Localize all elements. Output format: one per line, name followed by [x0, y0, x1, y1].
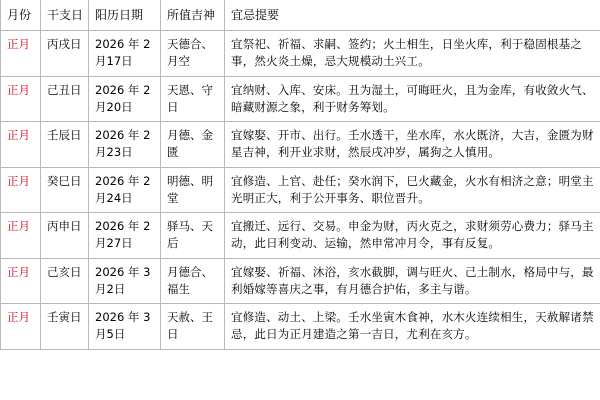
month-label-red: 正月: [7, 264, 30, 279]
cell-gregorian: 2026 年 2 月17日: [89, 31, 161, 77]
cell-gregorian: 2026 年 2 月23日: [89, 122, 161, 168]
cell-auspicious-deity: 天赦、王日: [161, 304, 225, 350]
cell-gregorian: 2026 年 3 月2日: [89, 258, 161, 304]
cell-summary: 宜纳财、入库、安床。丑为湿土，可晦旺火，且为金库，有收敛火气、暗藏财源之象，利于财务筹划。: [225, 76, 600, 122]
cell-ganzhi: 丙申日: [41, 213, 89, 259]
cell-summary: 宜祭祀、祈福、求嗣、签约；火土相生，日坐火库，利于稳固根基之事，然火炎土燥，忌大规模动土兴工。: [225, 31, 600, 77]
table-row: [1, 213, 600, 259]
month-label-red: 正月: [7, 173, 30, 188]
month-label-red: 正月: [7, 82, 30, 97]
month-label-red: 正月: [7, 37, 30, 51]
cell-summary: 宜嫁娶、开市、出行。壬水透干，坐水库，水火既济，大吉，金匮为财星吉神，利开业求财，然辰戌冲岁，属狗之人慎用。: [225, 122, 600, 168]
cell-month: [1, 122, 41, 168]
cell-month: [1, 258, 41, 304]
cell-gregorian: 2026 年 2 月24日: [89, 167, 161, 213]
table-row: [1, 258, 600, 304]
cell-summary: 宜嫁娶、祈福、沐浴，亥水截脚，调与旺火、己土制水，格局中与，最利婚嫁等喜庆之事，有月德合护佑，多主与谐。: [225, 258, 600, 304]
cell-month: [1, 304, 41, 350]
cell-gregorian: 2026 年 3 月5日: [89, 304, 161, 350]
column-header-month: 月份: [1, 0, 41, 31]
column-header-auspicious-deity: 所值吉神: [161, 0, 225, 31]
cell-gregorian: 2026 年 2 月20日: [89, 76, 161, 122]
cell-ganzhi: 癸巳日: [41, 167, 89, 213]
column-header-gregorian: 阳历日期: [89, 0, 161, 31]
cell-auspicious-deity: 月德、金匮: [161, 122, 225, 168]
cell-month: [1, 31, 41, 77]
month-label-red: 正月: [7, 219, 30, 233]
header-row: [1, 0, 600, 31]
month-label-red: 正月: [7, 128, 30, 142]
cell-auspicious-deity: 明德、明堂: [161, 167, 225, 213]
cell-auspicious-deity: 天德合、月空: [161, 31, 225, 77]
cell-month: [1, 167, 41, 213]
cell-month: [1, 213, 41, 259]
table-row: [1, 76, 600, 122]
table-row: [1, 304, 600, 350]
cell-summary: 宜修造、上官、赴任；癸水润下，巳火藏金，火水有相济之意；明堂主光明正大，利于公开事务、职位晋升。: [225, 167, 600, 213]
column-header-ganzhi: 干支日: [41, 0, 89, 31]
table-body: [1, 31, 600, 350]
table-row: [1, 167, 600, 213]
cell-ganzhi: 己亥日: [41, 258, 89, 304]
cell-summary: 宜搬迁、远行、交易。申金为财，丙火克之，求财须劳心费力；驿马主动，此日利变动、运输，然申常冲月令，事有反复。: [225, 213, 600, 259]
cell-auspicious-deity: 月德合、福生: [161, 258, 225, 304]
column-header-summary: 宜忌提要: [225, 0, 600, 31]
table-row: [1, 122, 600, 168]
table-header: [1, 0, 600, 31]
cell-month: [1, 76, 41, 122]
cell-ganzhi: 壬寅日: [41, 304, 89, 350]
month-label-red: 正月: [7, 310, 30, 324]
cell-gregorian: 2026 年 2 月27日: [89, 213, 161, 259]
cell-ganzhi: 丙戌日: [41, 31, 89, 77]
cell-auspicious-deity: 驿马、天后: [161, 213, 225, 259]
table-row: [1, 31, 600, 77]
cell-ganzhi: 壬辰日: [41, 122, 89, 168]
cell-auspicious-deity: 天恩、守日: [161, 76, 225, 122]
cell-ganzhi: 己丑日: [41, 76, 89, 122]
cell-summary: 宜修造、动土、上梁。壬水坐寅木食神，水木火连续相生，天赦解诸禁忌，此日为正月建造之第一吉日，尤利在亥方。: [225, 304, 600, 350]
